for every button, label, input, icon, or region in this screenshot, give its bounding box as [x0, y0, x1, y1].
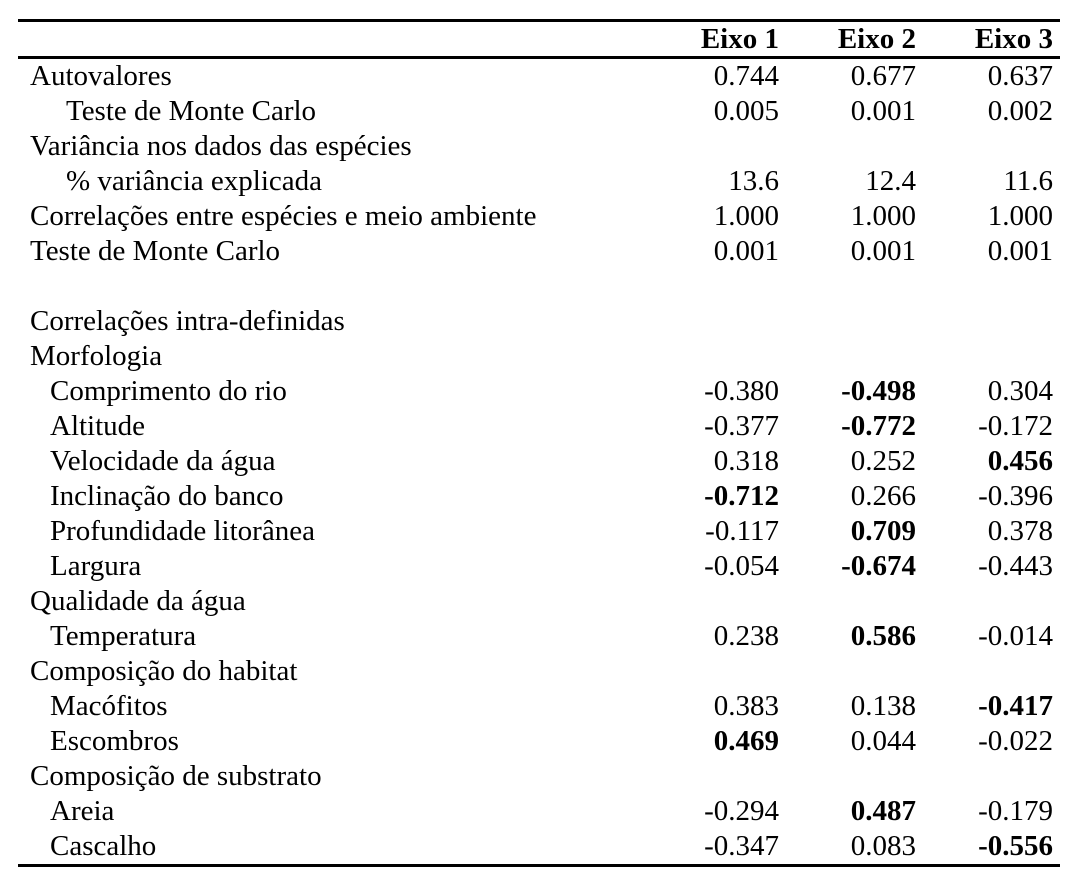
value-cell-eixo-1: -0.117 [705, 515, 779, 547]
value-cell-eixo-3: -0.172 [978, 410, 1053, 442]
value-cell-eixo-3: -0.417 [978, 690, 1053, 722]
value-cell-eixo-1: 1.000 [713, 200, 779, 232]
row-label: Areia [50, 795, 115, 827]
table-row [18, 444, 1060, 479]
value-cell-eixo-1: -0.347 [704, 830, 779, 862]
value-cell-eixo-2: -0.674 [841, 550, 916, 582]
table-row [18, 339, 1060, 374]
table-row [18, 199, 1060, 234]
table-row [18, 129, 1060, 164]
value-cell-eixo-3: 0.456 [987, 445, 1053, 477]
value-cell-eixo-3: -0.396 [978, 480, 1053, 512]
row-label: Correlações intra-definidas [30, 305, 345, 337]
row-label: Correlações entre espécies e meio ambiente [30, 200, 537, 232]
table-row [18, 409, 1060, 444]
value-cell-eixo-3: -0.014 [978, 620, 1053, 652]
value-cell-eixo-2: 0.266 [850, 480, 916, 512]
row-label: Composição do habitat [30, 655, 298, 687]
row-label: Escombros [50, 725, 179, 757]
table-row [18, 794, 1060, 829]
table-row [18, 829, 1060, 864]
value-cell-eixo-1: 0.469 [713, 725, 779, 757]
table-row [18, 689, 1060, 724]
value-cell-eixo-2: 0.138 [850, 690, 916, 722]
value-cell-eixo-2: -0.498 [841, 375, 916, 407]
row-label: Inclinação do banco [50, 480, 284, 512]
value-cell-eixo-2: 0.044 [850, 725, 916, 757]
row-label: Profundidade litorânea [50, 515, 315, 547]
table-row [18, 759, 1060, 794]
value-cell-eixo-3: 0.637 [987, 60, 1053, 92]
value-cell-eixo-1: 13.6 [728, 165, 779, 197]
value-cell-eixo-1: 0.005 [713, 95, 779, 127]
value-cell-eixo-1: 0.383 [713, 690, 779, 722]
table-row [18, 304, 1060, 339]
bottom-rule [18, 864, 1060, 867]
row-label: Temperatura [50, 620, 197, 652]
row-label: Altitude [50, 410, 146, 442]
table-row [18, 619, 1060, 654]
table-body [18, 59, 1060, 864]
value-cell-eixo-1: 0.238 [713, 620, 779, 652]
table-row [18, 374, 1060, 409]
column-header-eixo-3: Eixo 3 [974, 22, 1053, 55]
table-row [18, 549, 1060, 584]
row-label: Teste de Monte Carlo [30, 235, 281, 267]
value-cell-eixo-2: 1.000 [850, 200, 916, 232]
table-row [18, 234, 1060, 269]
row-label: Largura [50, 550, 142, 582]
table-row [18, 164, 1060, 199]
row-label: Autovalores [30, 60, 172, 92]
table-row [18, 584, 1060, 619]
value-cell-eixo-1: -0.377 [704, 410, 779, 442]
value-cell-eixo-2: -0.772 [841, 410, 916, 442]
table-row [18, 59, 1060, 94]
row-label: Macófitos [50, 690, 168, 722]
row-label: Comprimento do rio [50, 375, 287, 407]
column-header-eixo-1: Eixo 1 [700, 22, 779, 55]
row-label: Composição de substrato [30, 760, 322, 792]
cca-summary-table [18, 19, 1060, 867]
row-label: Velocidade da água [50, 445, 276, 477]
value-cell-eixo-3: 0.378 [987, 515, 1053, 547]
value-cell-eixo-1: 0.001 [713, 235, 779, 267]
row-label: % variância explicada [66, 165, 323, 197]
value-cell-eixo-3: 0.002 [987, 95, 1053, 127]
value-cell-eixo-3: -0.022 [978, 725, 1053, 757]
value-cell-eixo-3: 0.304 [987, 375, 1053, 407]
row-label: Qualidade da água [30, 585, 246, 617]
value-cell-eixo-1: -0.294 [704, 795, 779, 827]
value-cell-eixo-2: 0.677 [850, 60, 916, 92]
value-cell-eixo-1: 0.318 [713, 445, 779, 477]
value-cell-eixo-2: 0.001 [850, 235, 916, 267]
value-cell-eixo-1: 0.744 [713, 60, 779, 92]
value-cell-eixo-2: 0.586 [850, 620, 916, 652]
table-row [18, 479, 1060, 514]
value-cell-eixo-3: -0.179 [978, 795, 1053, 827]
value-cell-eixo-1: -0.712 [704, 480, 779, 512]
value-cell-eixo-3: -0.443 [978, 550, 1053, 582]
table-row [18, 94, 1060, 129]
value-cell-eixo-3: 11.6 [1003, 165, 1053, 197]
row-label: Variância nos dados das espécies [30, 130, 412, 162]
table-header-row [18, 22, 1060, 56]
value-cell-eixo-3: 0.001 [987, 235, 1053, 267]
column-header-eixo-2: Eixo 2 [837, 22, 916, 55]
value-cell-eixo-3: -0.556 [978, 830, 1053, 862]
table-row [18, 724, 1060, 759]
value-cell-eixo-2: 0.083 [850, 830, 916, 862]
spacer-row [18, 269, 1060, 304]
row-label: Teste de Monte Carlo [66, 95, 317, 127]
value-cell-eixo-1: -0.054 [704, 550, 779, 582]
value-cell-eixo-2: 0.487 [850, 795, 916, 827]
table-row [18, 654, 1060, 689]
table-row [18, 514, 1060, 549]
value-cell-eixo-2: 0.709 [850, 515, 916, 547]
value-cell-eixo-2: 0.252 [850, 445, 916, 477]
value-cell-eixo-3: 1.000 [987, 200, 1053, 232]
value-cell-eixo-2: 0.001 [850, 95, 916, 127]
value-cell-eixo-1: -0.380 [704, 375, 779, 407]
value-cell-eixo-2: 12.4 [865, 165, 916, 197]
row-label: Cascalho [50, 830, 157, 862]
row-label: Morfologia [30, 340, 163, 372]
